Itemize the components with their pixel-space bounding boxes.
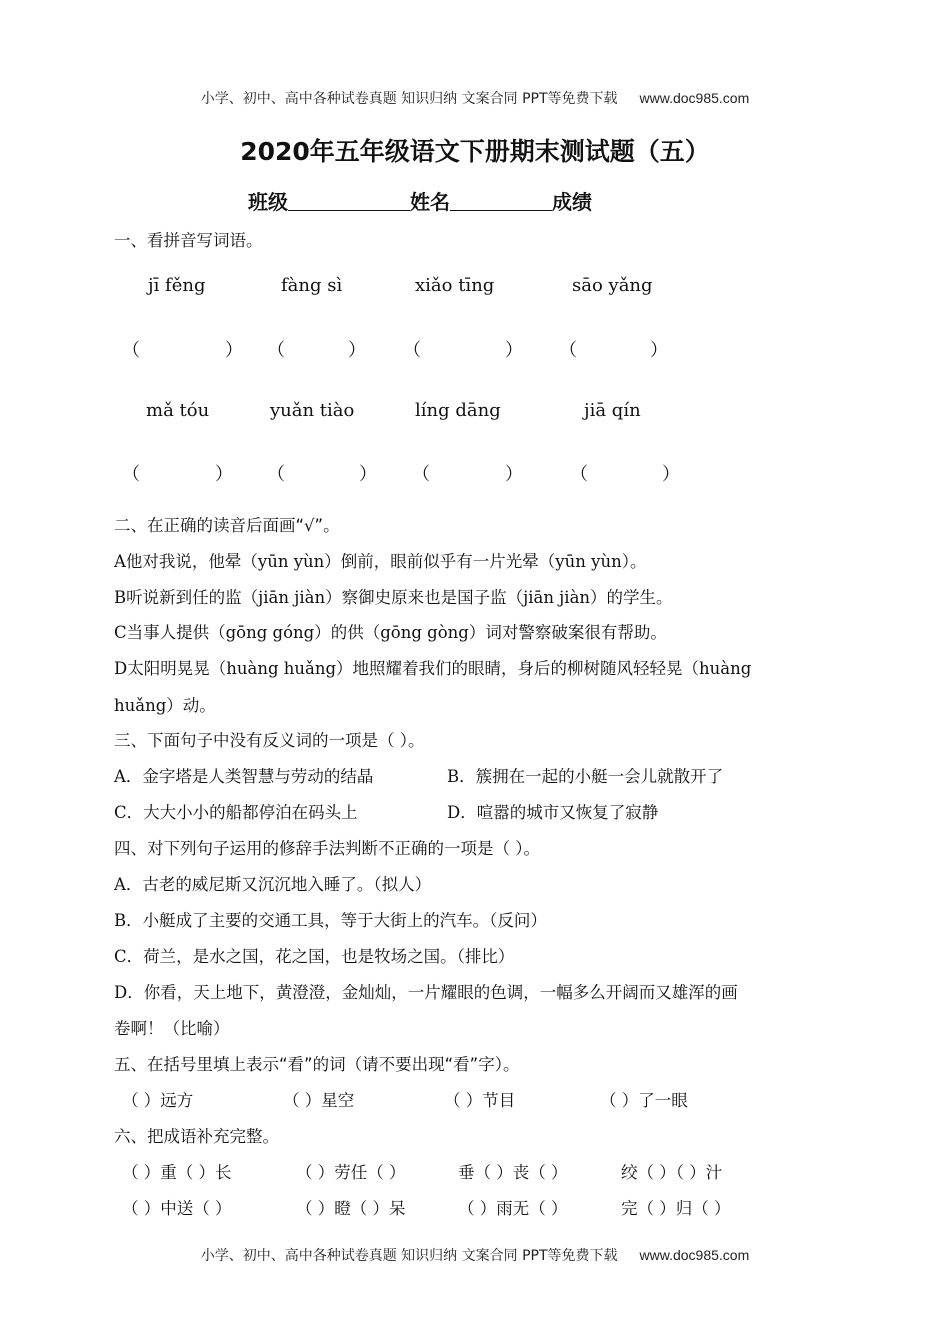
fill-item: （ ）星空: [283, 1091, 355, 1110]
option-a: A．金字塔是人类智慧与劳动的结晶: [114, 767, 374, 786]
idiom-item: 绞（ ）（ ）汁: [621, 1163, 723, 1182]
name-label: 姓名: [410, 190, 450, 214]
answer-paren-open: （: [559, 340, 577, 361]
page-title: 2020年五年级语文下册期末测试题（五）: [240, 137, 710, 166]
answer-paren-close: ）: [505, 464, 523, 485]
option-c: C．荷兰，是水之国，花之国，也是牧场之国。（排比）: [114, 947, 515, 966]
answer-paren-open: （: [267, 340, 285, 361]
class-blank[interactable]: [288, 190, 410, 211]
answer-paren-open: （: [403, 340, 421, 361]
name-blank[interactable]: [450, 190, 552, 211]
footer-text: 小学、初中、高中各种试卷真题 知识归纳 文案合同 PPT等免费下载: [200, 1248, 618, 1264]
answer-paren-open: （: [122, 464, 140, 485]
answer-paren-open: （: [412, 464, 430, 485]
answer-paren-close: ）: [348, 340, 366, 361]
answer-paren-close: ）: [662, 464, 680, 485]
pinyin-item: fàng sì: [281, 275, 343, 296]
answer-paren-open: （: [570, 464, 588, 485]
idiom-item: 完（ ）归（ ）: [621, 1199, 731, 1218]
pinyin-item: xiǎo tīng: [415, 275, 495, 296]
fill-item: （ ）了一眼: [600, 1091, 688, 1110]
fill-item: （ ）远方: [122, 1091, 194, 1110]
question-line: B听说新到任的监（jiān jiàn）察御史原来也是国子监（jiān jiàn）的学生。: [114, 588, 673, 607]
page-header: [0, 88, 950, 108]
answer-paren-close: ）: [225, 340, 243, 361]
section-1-heading: 一、看拼音写词语。: [114, 231, 263, 250]
option-b: B．簇拥在一起的小艇一会儿就散开了: [447, 767, 724, 786]
idiom-item: （ ）重（ ）长: [122, 1163, 232, 1182]
section-2-heading: 二、在正确的读音后面画“√”。: [114, 516, 340, 535]
option-a: A．古老的威尼斯又沉沉地入睡了。（拟人）: [114, 875, 432, 894]
pinyin-item: sāo yǎng: [572, 275, 653, 296]
footer-site[interactable]: www.doc985.com: [639, 1247, 750, 1263]
header-text: 小学、初中、高中各种试卷真题 知识归纳 文案合同 PPT等免费下载: [200, 91, 618, 107]
option-b: B．小艇成了主要的交通工具，等于大街上的汽车。（反问）: [114, 911, 547, 930]
question-line: A他对我说，他晕（yūn yùn）倒前，眼前似乎有一片光晕（yūn yùn）。: [114, 552, 647, 571]
answer-paren-close: ）: [359, 464, 377, 485]
class-label: 班级: [248, 190, 288, 214]
idiom-item: （ ）瞪（ ）呆: [296, 1199, 406, 1218]
option-d: D．你看，天上地下，黄澄澄，金灿灿，一片耀眼的色调，一幅多么开阔而又雄浑的画: [114, 983, 738, 1002]
idiom-item: （ ）劳任（ ）: [296, 1163, 406, 1182]
pinyin-item: mǎ tóu: [146, 400, 210, 421]
section-3-heading: 三、下面句子中没有反义词的一项是（ ）。: [114, 731, 425, 750]
fill-item: （ ）节目: [444, 1091, 516, 1110]
idiom-item: （ ）中送（ ）: [122, 1199, 232, 1218]
option-d-cont: 卷啊！（比喻）: [114, 1019, 230, 1038]
pinyin-item: yuǎn tiào: [270, 400, 355, 421]
idiom-item: 垂（ ）丧（ ）: [458, 1163, 568, 1182]
answer-paren-open: （: [267, 464, 285, 485]
answer-paren-close: ）: [505, 340, 523, 361]
student-info: [248, 186, 592, 215]
question-line: C当事人提供（gōng góng）的供（gōng gòng）词对警察破案很有帮助。: [114, 623, 667, 642]
question-line: D太阳明晃晃（huàng huǎng）地照耀着我们的眼睛，身后的柳树随风轻轻晃（huàng: [114, 659, 752, 678]
pinyin-item: jī fěng: [148, 275, 206, 296]
header-site[interactable]: www.doc985.com: [639, 90, 750, 106]
idiom-item: （ ）雨无（ ）: [458, 1199, 568, 1218]
section-4-heading: 四、对下列句子运用的修辞手法判断不正确的一项是（ ）。: [114, 839, 540, 858]
pinyin-item: líng dāng: [415, 400, 501, 421]
question-line: huǎng）动。: [114, 696, 216, 715]
section-5-heading: 五、在括号里填上表示“看”的词（请不要出现“看”字）。: [114, 1055, 520, 1074]
section-6-heading: 六、把成语补充完整。: [114, 1127, 279, 1146]
pinyin-item: jiā qín: [584, 400, 641, 421]
answer-paren-close: ）: [650, 340, 668, 361]
option-c: C．大大小小的船都停泊在码头上: [114, 803, 358, 822]
answer-paren-open: （: [122, 340, 140, 361]
score-label: 成绩: [552, 190, 592, 214]
page-footer: [0, 1245, 950, 1265]
answer-paren-close: ）: [215, 464, 233, 485]
option-d: D．喧嚣的城市又恢复了寂静: [447, 803, 659, 822]
